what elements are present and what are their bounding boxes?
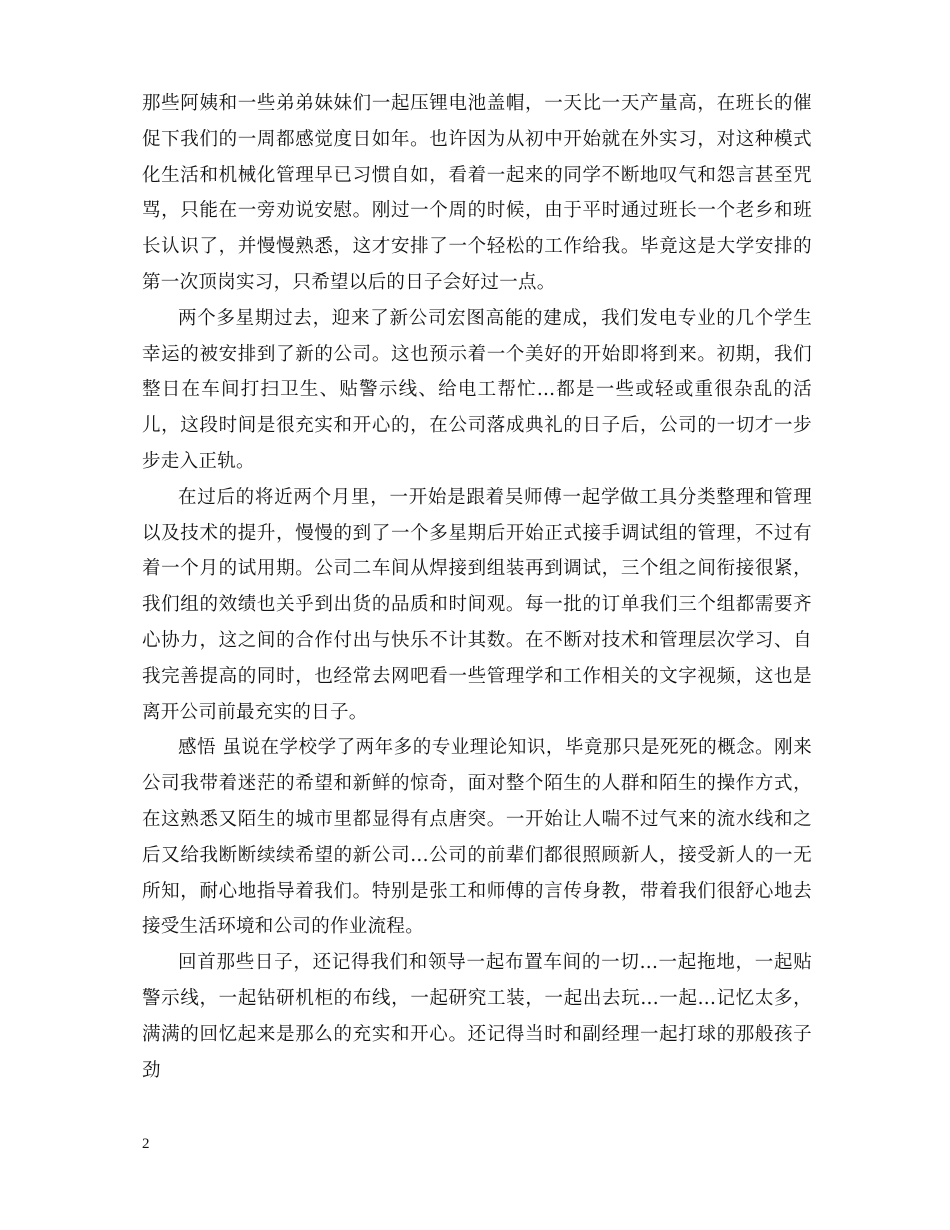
paragraph: 那些阿姨和一些弟弟妹妹们一起压锂电池盖帽，一天比一天产量高，在班长的催促下我们的一周都感觉度日如年。也许因为从初中开始就在外实习，对这种模式化生活和机械化管理早已习惯自如，看着一起来的同学不断地叹气和怨言甚至咒骂，只能在一旁劝说安慰。刚过一个周的时候，由于平时通过班长一个老乡和班长认识了，并慢慢熟悉，这才安排了一个轻松的工作给我。毕竟这是大学安排的第一次顶岗实习，只希望以后的日子会好过一点。: [142, 93, 812, 293]
body-text: [142, 86, 812, 1088]
paragraph: 感悟 虽说在学校学了两年多的专业理论知识，毕竟那只是死死的概念。刚来公司我带着迷茫的希望和新鲜的惊奇，面对整个陌生的人群和陌生的操作方式，在这熟悉又陌生的城市里都显得有点唐突。一开始让人喘不过气来的流水线和之后又给我断断续续希望的新公司...公司的前辈们都很照顾新人，接受新人的一无所知，耐心地指导着我们。特别是张工和师傅的言传身教，带着我们很舒心地去接受生活环境和公司的作业流程。: [142, 737, 812, 938]
paragraph: 两个多星期过去，迎来了新公司宏图高能的建成，我们发电专业的几个学生幸运的被安排到了新的公司。这也预示着一个美好的开始即将到来。初期，我们整日在车间打扫卫生、贴警示线、给电工帮忙...都是一些或轻或重很杂乱的活儿，这段时间是很充实和开心的，在公司落成典礼的日子后，公司的一切才一步步走入正轨。: [142, 307, 812, 472]
page-number: 2: [142, 1136, 150, 1152]
paragraph: 回首那些日子，还记得我们和领导一起布置车间的一切...一起拖地，一起贴警示线，一起钻研机柜的布线，一起研究工装，一起出去玩...一起...记忆太多，满满的回忆起来是那么的充实和开心。还记得当时和副经理一起打球的那般孩子劲: [142, 952, 812, 1081]
paragraph: 在过后的将近两个月里，一开始是跟着吴师傅一起学做工具分类整理和管理以及技术的提升，慢慢的到了一个多星期后开始正式接手调试组的管理，不过有着一个月的试用期。公司二车间从焊接到组装再到调试，三个组之间衔接很紧，我们组的效绩也关乎到出货的品质和时间观。每一批的订单我们三个组都需要齐心协力，这之间的合作付出与快乐不计其数。在不断对技术和管理层次学习、自我完善提高的同时，也经常去网吧看一些管理学和工作相关的文字视频，这也是离开公司前最充实的日子。: [142, 486, 812, 723]
